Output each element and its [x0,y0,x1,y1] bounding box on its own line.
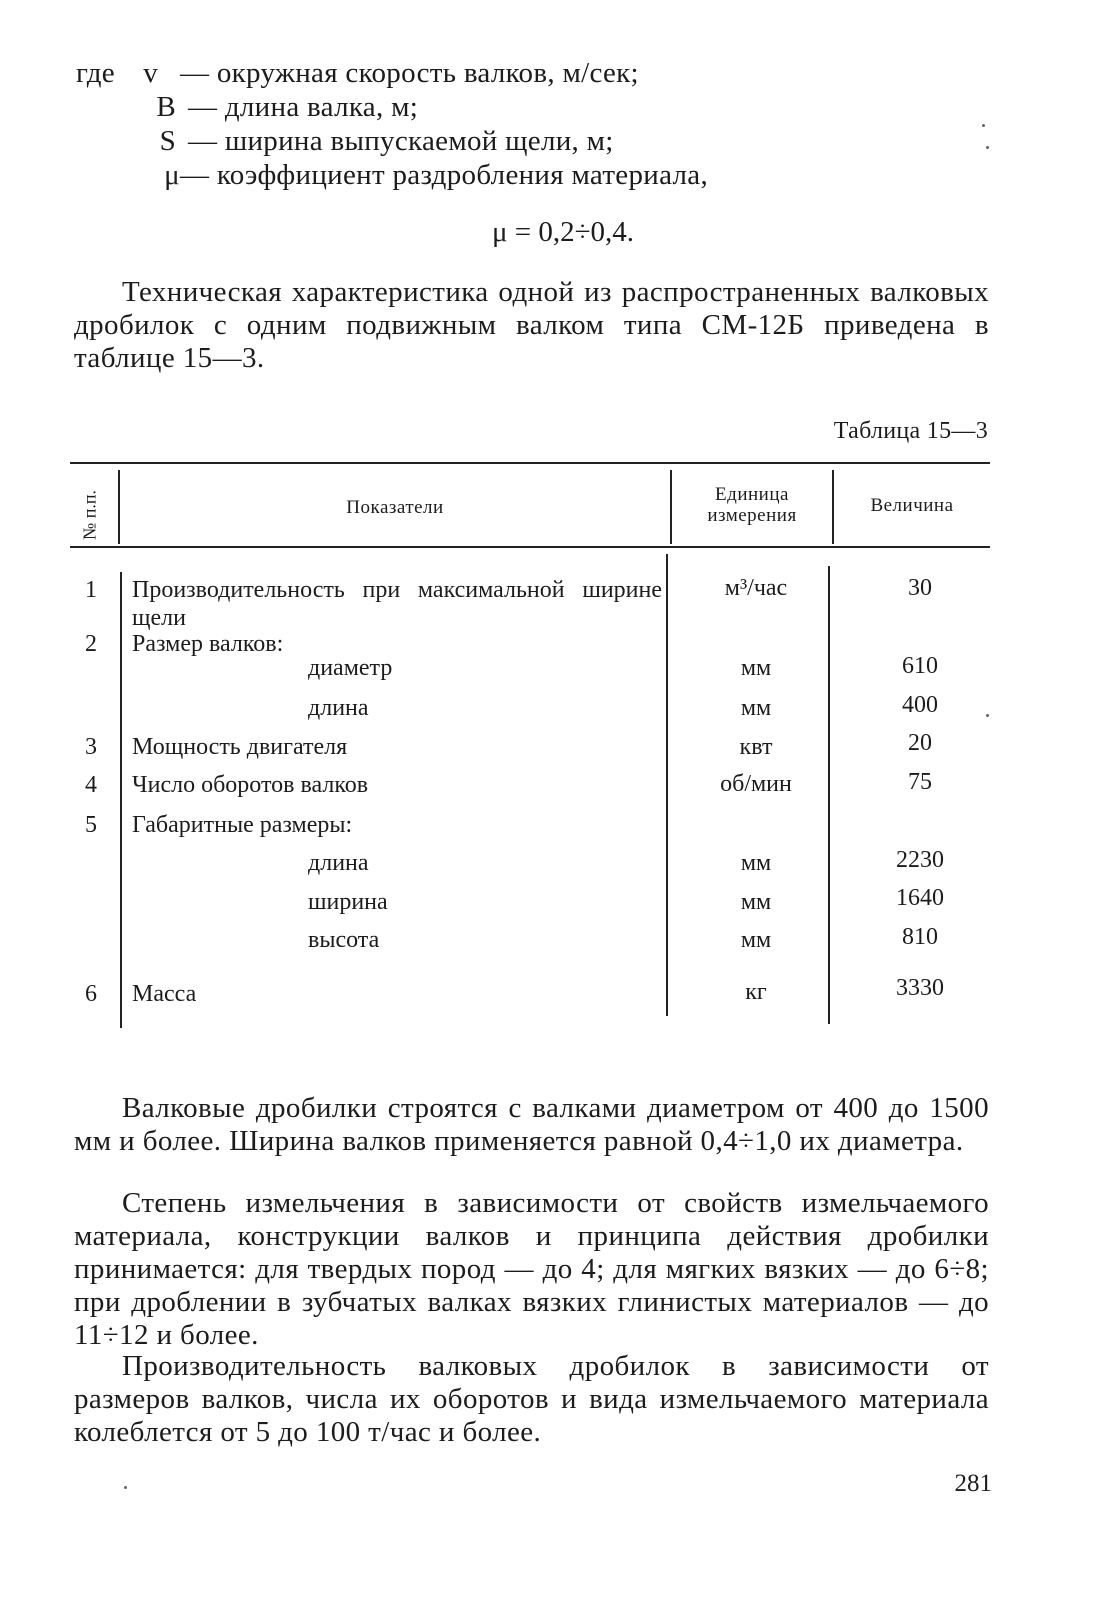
row-value: 810 [902,924,938,950]
header-indicator: Показатели [346,497,444,518]
row-value: 75 [908,769,932,795]
body-paragraph: Валковые дробилки строятся с валками диаметром от 400 до 1500 мм и более. Ширина валков применяется равной 0,4÷1,0 их диаметра. [74,1092,989,1157]
table-caption: Таблица 15—3 [833,418,988,444]
column-divider [120,572,122,1028]
row-indicator: Число оборотов валков [132,772,369,798]
row-unit: об/мин [720,771,792,797]
header-unit [674,484,830,526]
header-number [80,482,100,548]
row-indicator: Производительность при максимальной ширине щели [132,577,662,631]
column-divider [832,470,834,544]
row-number: 6 [85,981,97,1007]
table-top-rule [70,462,990,464]
print-speck [124,1486,127,1489]
row-unit: кг [745,979,767,1005]
row-value: 1640 [896,885,944,911]
definition-symbol: v [143,57,158,89]
row-unit: мм [740,850,772,876]
page-number: 281 [954,1470,992,1497]
definition-symbol: μ [164,159,180,191]
definition-text: — ширина выпускаемой щели, м; [188,125,614,157]
specification-table [70,462,990,1032]
row-value: 610 [902,653,938,679]
row-unit: квт [739,734,773,760]
row-unit: мм [740,889,772,915]
row-indicator: высота [308,927,380,953]
row-value: 400 [902,692,938,718]
header-value: Величина [870,495,954,516]
row-indicator: Мощность двигателя [132,734,348,760]
header-number-label: № п.п. [79,490,100,540]
row-number: 1 [85,577,97,603]
print-speck [982,124,985,127]
row-value: 3330 [896,975,944,1001]
row-unit: мм [740,927,772,953]
header-unit-line2: измерения [707,505,797,526]
body-paragraph: Степень измельчения в зависимости от свойств измельчаемого материала, конструкции валков и принципа действия дробилки принимается: для твердых пород — до 4; для мягких вязких — до 6÷8; при дроблении в зубчатых валках вязких глинистых материалов — до 11÷12 и более. [74,1187,989,1351]
row-number: 4 [85,772,97,798]
definition-lead-word: где [76,57,115,89]
column-divider [670,470,672,544]
column-divider [666,554,668,1016]
formula: μ = 0,2÷0,4. [491,216,635,248]
definition-symbol: S [159,125,176,157]
row-indicator: Габаритные размеры: [132,812,353,838]
definition-text: — окружная скорость валков, м/сек; [180,57,639,89]
row-unit: мм [740,655,772,681]
row-value: 2230 [896,847,944,873]
definition-symbol: B [156,91,176,123]
row-indicator: ширина [308,889,388,915]
print-speck [986,146,989,149]
table-header-rule [70,546,990,548]
row-number: 2 [85,631,97,657]
header-unit-line1: Единица [715,484,789,505]
intro-paragraph: Техническая характеристика одной из распространенных валковых дробилок с одним подвижным валком типа СМ-12Б приведена в таблице 15—3. [74,276,989,374]
row-number: 3 [85,734,97,760]
row-indicator: Масса [132,981,197,1007]
body-paragraph: Производительность валковых дробилок в зависимости от размеров валков, числа их оборотов и вида измельчаемого материала колеблется от 5 до 100 т/час и более. [74,1350,989,1448]
row-indicator: длина [308,850,369,876]
print-speck [986,714,989,717]
definition-text: — длина валка, м; [188,91,419,123]
row-indicator: длина [308,695,369,721]
row-unit: м³/час [724,575,788,601]
row-value: 20 [908,730,932,756]
row-value: 30 [908,575,932,601]
definition-text: — коэффициент раздробления материала, [180,159,709,191]
column-divider [118,470,120,544]
row-number: 5 [85,812,97,838]
row-indicator: диаметр [308,655,393,681]
row-unit: мм [740,695,772,721]
row-indicator: Размер валков: [132,631,284,657]
